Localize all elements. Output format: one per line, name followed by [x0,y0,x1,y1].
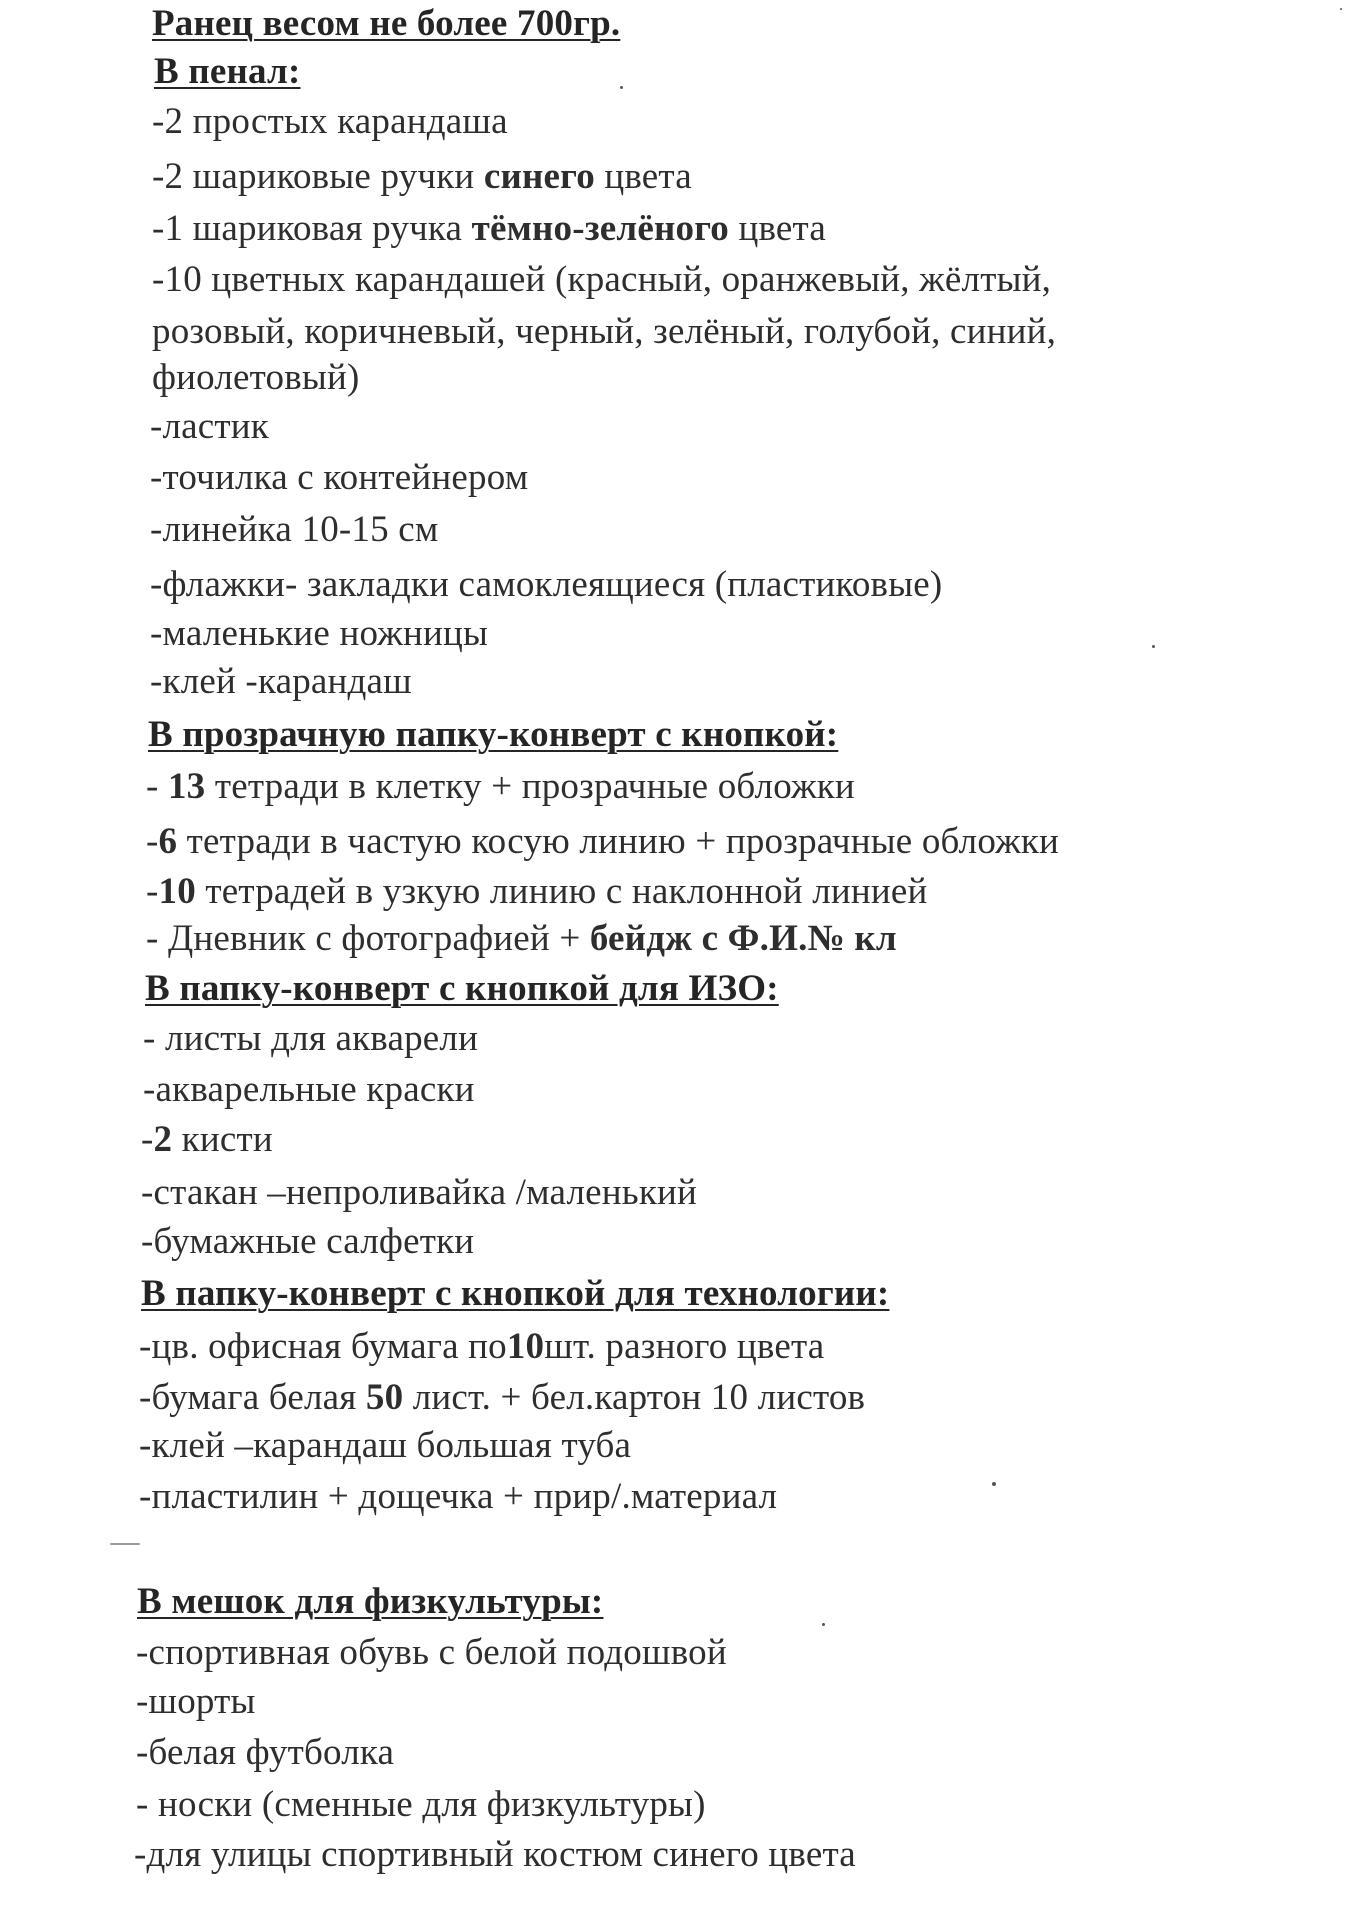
list-item: -стакан –непроливайка /маленький [141,1172,697,1213]
list-item: фиолетовый) [152,357,360,398]
list-item: -маленькие ножницы [150,613,489,654]
header-weight: Ранец весом не более 700гр. [152,3,621,44]
list-item: -клей -карандаш [150,661,412,702]
list-item: -точилка с контейнером [150,457,529,498]
list-item: - листы для акварели [143,1018,479,1059]
list-item: -бумага белая 50 лист. + бел.картон 10 листов [139,1377,866,1418]
heading-tech-folder: В папку-конверт с кнопкой для технологии: [141,1273,890,1314]
list-item: - носки (сменные для физкультуры) [136,1784,706,1825]
list-item: -бумажные салфетки [141,1221,475,1262]
list-item: -спортивная обувь с белой подошвой [136,1632,727,1673]
list-item: -шорты [136,1681,256,1722]
scan-speck [992,1482,996,1486]
heading-art-folder: В папку-конверт с кнопкой для ИЗО: [145,968,779,1009]
list-item: -акварельные краски [143,1069,475,1110]
list-item: розовый, коричневый, черный, зелёный, голубой, синий, [152,311,1057,352]
scan-speck [110,1543,140,1545]
heading-pe-bag: В мешок для физкультуры: [137,1581,604,1622]
list-item: -линейка 10-15 см [150,509,439,550]
list-item: - Дневник с фотографией + бейдж с Ф.И.№ кл [146,918,897,959]
list-item: - 13 тетради в клетку + прозрачные обложки [146,766,855,807]
list-item: -флажки- закладки самоклеящиеся (пластиковые) [150,564,943,605]
list-item: -2 кисти [141,1119,273,1160]
list-item: -ластик [150,406,269,447]
list-item: -белая футболка [136,1732,395,1773]
scan-speck [1340,8,1342,10]
list-item: -6 тетради в частую косую линию + прозрачные обложки [146,821,1060,862]
list-item: -для улицы спортивный костюм синего цвета [134,1834,856,1875]
list-item: -2 простых карандаша [152,101,508,142]
list-item: -10 цветных карандашей (красный, оранжевый, жёлтый, [152,259,1052,300]
scan-speck [620,86,623,89]
heading-transparent-folder: В прозрачную папку-конверт с кнопкой: [148,714,839,755]
list-item: -пластилин + дощечка + прир/.материал [139,1476,778,1517]
list-item: -10 тетрадей в узкую линию с наклонной линией [146,871,928,912]
heading-pencil-case: В пенал: [154,51,301,92]
scan-speck [1152,645,1155,648]
list-item: -цв. офисная бумага по10шт. разного цвета [139,1326,825,1367]
list-item: -2 шариковые ручки синего цвета [152,156,692,197]
list-item: -1 шариковая ручка тёмно-зелёного цвета [152,208,826,249]
scan-speck [822,1623,825,1626]
list-item: -клей –карандаш большая туба [139,1425,632,1466]
